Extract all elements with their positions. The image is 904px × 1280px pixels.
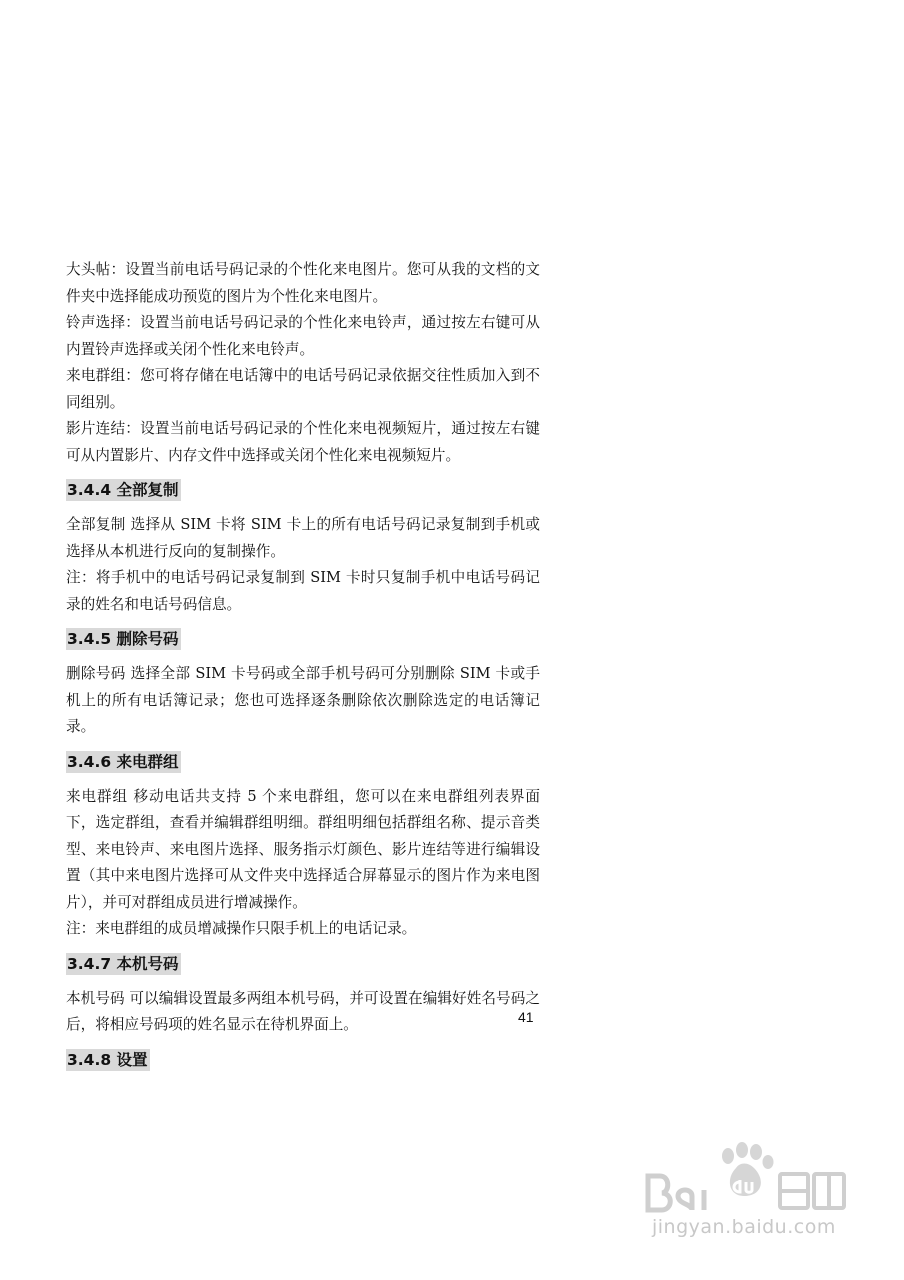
paragraph-ringtone: 铃声选择：设置当前电话号码记录的个性化来电铃声，通过按左右键可从内置铃声选择或关闭个性化来电铃声。 <box>66 314 540 358</box>
section-delete-numbers <box>66 628 540 741</box>
section-paragraph: 来电群组 移动电话共支持 5 个来电群组，您可以在来电群组列表界面下，选定群组，查看并编辑群组明细。群组明细包括群组名称、提示音类型、来电铃声、来电图片选择、服务指示灯颜色、影片连结等进行编辑设置（其中来电图片选择可从文件夹中选择适合屏幕显示的图片作为来电图片），并可对群组成员进行增减操作。 <box>66 787 540 911</box>
document-body <box>66 257 540 1082</box>
baidu-paw-logo-icon <box>640 1138 850 1218</box>
section-caller-groups <box>66 751 540 943</box>
section-paragraph: 删除号码 选择全部 SIM 卡号码或全部手机号码可分别删除 SIM 卡或手机上的所有电话簿记录；您也可选择逐条删除依次删除选定的电话簿记录。 <box>66 665 540 735</box>
intro-block <box>66 257 540 469</box>
section-heading: 3.4.7 本机号码 <box>67 954 179 973</box>
baidu-watermark <box>640 1138 850 1248</box>
page-number: 41 <box>518 1009 534 1025</box>
section-note: 注：来电群组的成员增减操作只限手机上的电话记录。 <box>66 920 417 937</box>
section-copy-all <box>66 479 540 618</box>
paragraph-caller-group: 来电群组：您可将存储在电话簿中的电话号码记录依据交往性质加入到不同组别。 <box>66 367 540 411</box>
section-own-number <box>66 953 540 1039</box>
section-heading: 3.4.4 全部复制 <box>67 481 179 499</box>
section-paragraph: 本机号码 可以编辑设置最多两组本机号码，并可设置在编辑好姓名号码之后，将相应号码项的姓名显示在待机界面上。 <box>66 989 540 1033</box>
section-note: 注：将手机中的电话号码记录复制到 SIM 卡时只复制手机中电话号码记录的姓名和电话号码信息。 <box>66 569 540 613</box>
section-heading: 3.4.6 来电群组 <box>67 752 179 771</box>
section-paragraph: 全部复制 选择从 SIM 卡将 SIM 卡上的所有电话号码记录复制到手机或选择从本机进行反向的复制操作。 <box>66 516 540 560</box>
watermark-url: jingyan.baidu.com <box>652 1216 836 1238</box>
section-heading: 3.4.8 设置 <box>67 1050 148 1069</box>
section-settings <box>66 1049 540 1071</box>
section-heading: 3.4.5 删除号码 <box>67 630 179 648</box>
paragraph-video-link: 影片连结：设置当前电话号码记录的个性化来电视频短片，通过按左右键可从内置影片、内存文件中选择或关闭个性化来电视频短片。 <box>66 420 540 464</box>
paragraph-avatar: 大头帖：设置当前电话号码记录的个性化来电图片。您可从我的文档的文件夹中选择能成功预览的图片为个性化来电图片。 <box>66 261 540 305</box>
